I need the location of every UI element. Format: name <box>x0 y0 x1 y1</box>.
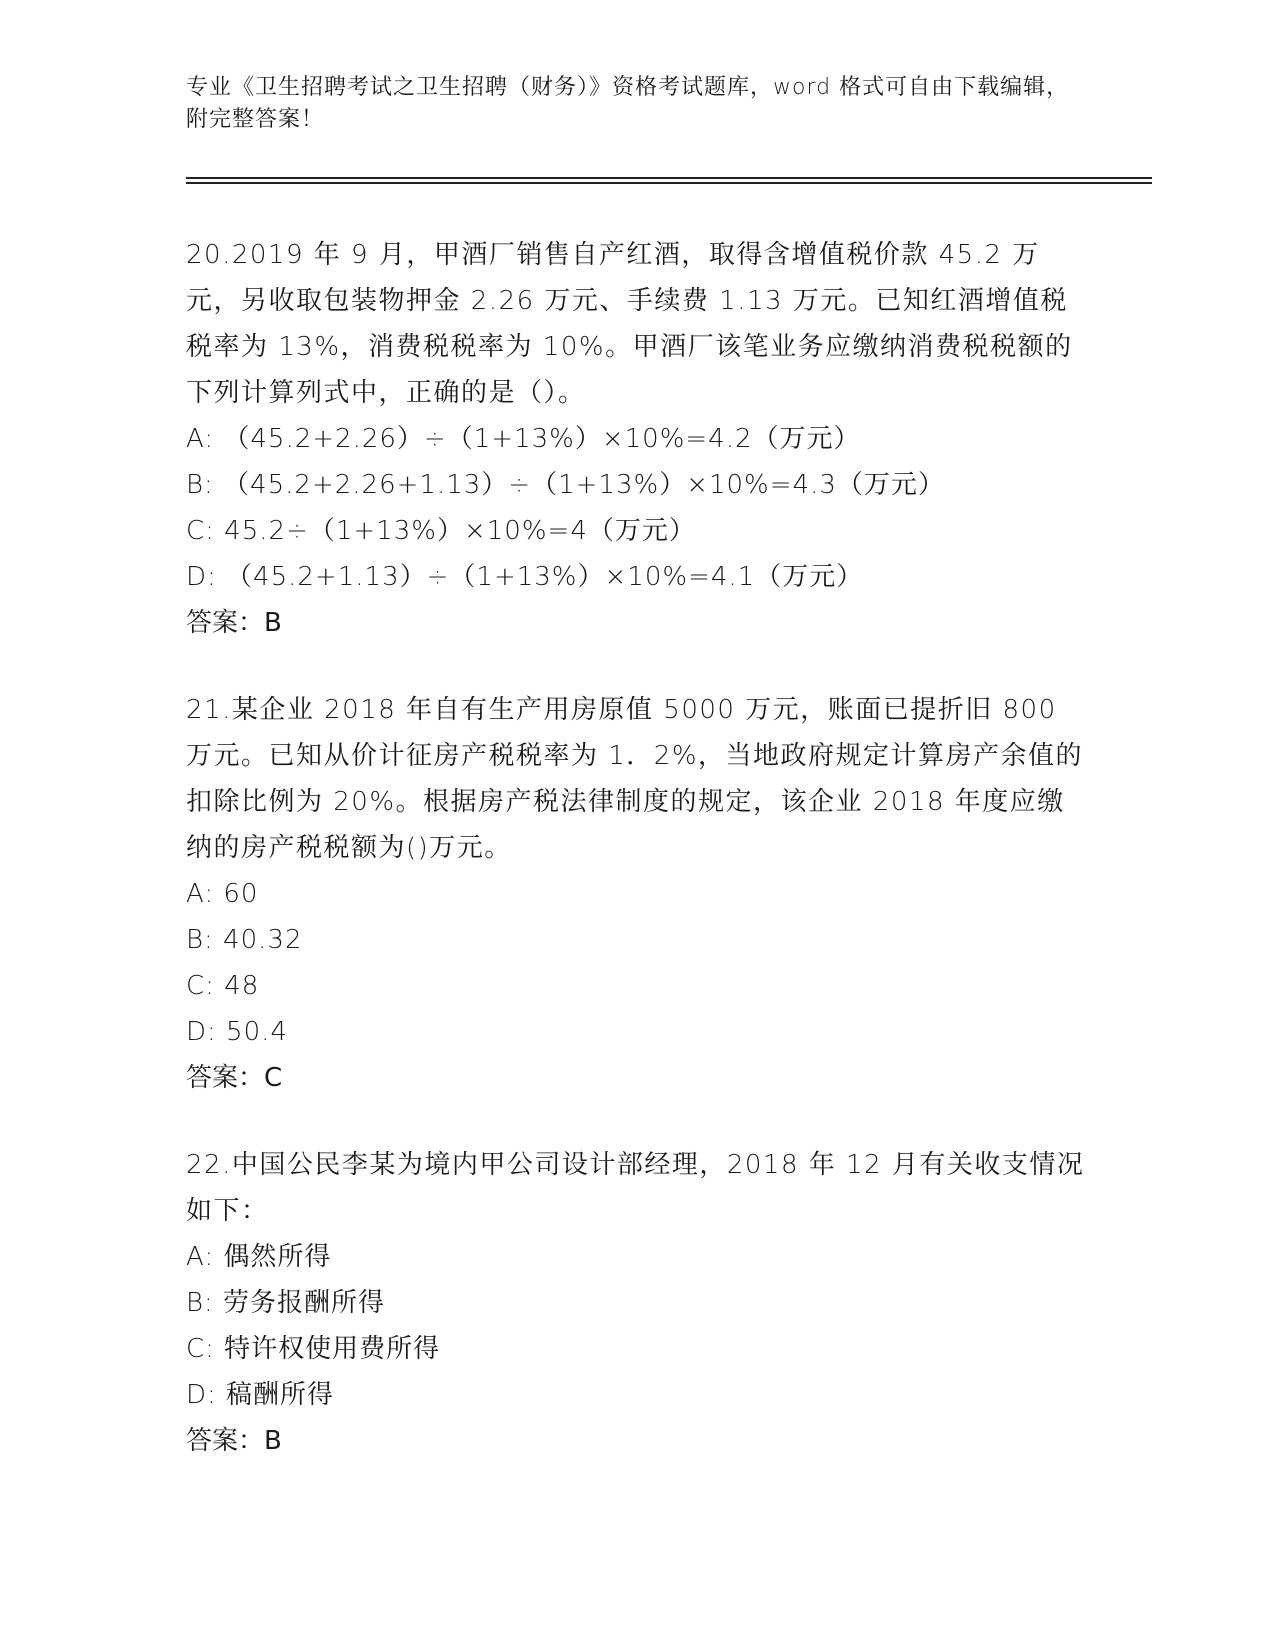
option-a: A: 60 <box>186 879 259 909</box>
option-b: B: 劳务报酬所得 <box>186 1288 386 1318</box>
question-text: 22.中国公民李某为境内甲公司设计部经理，2018 年 12 月有关收支情况如下： <box>186 1150 1085 1226</box>
answer-label: 答案：C <box>186 1063 283 1093</box>
document-header: 专业《卫生招聘考试之卫生招聘（财务）》资格考试题库，word 格式可自由下载编辑，附完整答案！ <box>186 75 1070 132</box>
header-divider-top <box>186 177 1152 179</box>
option-b: B: 40.32 <box>186 925 303 955</box>
question-list <box>186 232 1086 1505</box>
option-a: A: （45.2+2.26）÷（1+13%）×10%=4.2（万元） <box>186 424 861 454</box>
question-text: 20.2019 年 9 月，甲酒厂销售自产红酒，取得含增值税价款 45.2 万元，另收取包装物押金 2.26 万元、手续费 1.13 万元。已知红酒增值税税率为 13%，消费税税率为 10%。甲酒厂该笔业务应缴纳消费税税额的下列计算列式中，正确的是（）。 <box>186 240 1073 408</box>
option-a: A: 偶然所得 <box>186 1242 332 1272</box>
option-c: C: 特许权使用费所得 <box>186 1334 441 1364</box>
question-text: 21.某企业 2018 年自有生产用房原值 5000 万元，账面已提折旧 800 万元。已知从价计征房产税税率为 1．2%，当地政府规定计算房产余值的扣除比例为 20%。根据房产税法律制度的规定，该企业 2018 年度应缴纳的房产税税额为()万元。 <box>186 695 1084 863</box>
question-22 <box>186 1142 1086 1464</box>
question-21 <box>186 687 1086 1101</box>
option-d: D: 50.4 <box>186 1017 288 1047</box>
answer-label: 答案：B <box>186 1426 282 1456</box>
option-d: D: 稿酬所得 <box>186 1380 335 1410</box>
option-c: C: 45.2÷（1+13%）×10%=4（万元） <box>186 516 696 546</box>
option-d: D: （45.2+1.13）÷（1+13%）×10%=4.1（万元） <box>186 562 864 592</box>
answer-label: 答案：B <box>186 608 282 638</box>
option-b: B: （45.2+2.26+1.13）÷（1+13%）×10%=4.3（万元） <box>186 470 945 500</box>
option-c: C: 48 <box>186 971 260 1001</box>
header-divider-bottom <box>186 182 1152 184</box>
question-20 <box>186 232 1086 646</box>
